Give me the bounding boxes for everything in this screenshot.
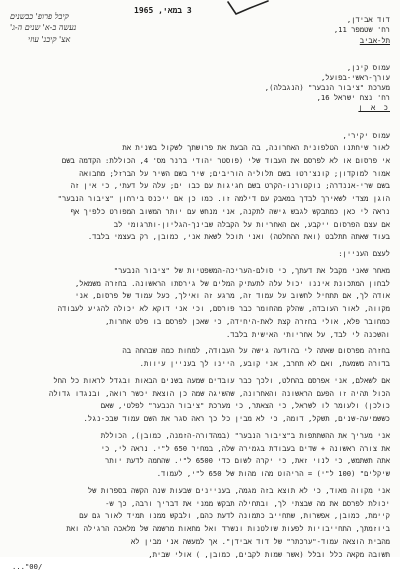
recipient-line-5: כ א ן — [358, 103, 390, 112]
recipient-line-2: עורך-ראשי-בפועל, — [320, 73, 390, 82]
body-line: כמחובר פלא, אולי בחזרה קצת לאת-היחידה, כי שאכן לפרסם בו פלט אחרות, — [105, 316, 390, 326]
recipient-line-3: מערכת "ציבור הנבער" (הנגבלה), — [264, 83, 390, 92]
body-line: בעוד שאתה תתלבט (ואת ההחלטה) ואני תוכל לשאת אני, כמובן, רק בעצמי בלבד. — [87, 232, 390, 242]
body-line: אי פרסום או לא לפרסם את העבוד שלי (פוסטר יהודי ברנר מס' 4, הכוללת: הקדמה בשם — [61, 155, 390, 165]
salutation: עמוס יקירי, — [342, 131, 390, 140]
body-line: תשובה מקאה כלל ובלל (אשר שמות לקבים, כמובן, ) אולי שבית, — [148, 549, 390, 559]
handwritten-note-line-2: נעשה ב-א' שנים ה-ג' — [10, 23, 77, 32]
body-line: ..."00/ — [12, 562, 43, 571]
body-line: אני מעריך את ההשתתפות ב"ציבור הנבער" (במהדורה-הזמנה, כמובן), הכוללת — [100, 430, 390, 440]
body-line: בדורה משמעת, ואם לא תחרב, אני קובע, היינו לך בעניין עיוות. — [139, 359, 390, 368]
body-line: אמור למוקדון; קונצ'רטו בשם תלוליה הוריבים; שיר בשם השיר על הברזל; מחבואה — [79, 168, 390, 178]
body-line: מקווה, לאור העובדה, שהלק מהחומר כבר פורסם, וכי אני דוקא לא יכולה להגיע לעבודה — [57, 304, 390, 313]
body-line: אודה לך, אם תתחיל לחשוב על עמוד זה, מרגע זה ואילך, כעל עמוד של פרסום, אני — [74, 291, 390, 301]
body-line: הכול תהיה זו הפעם הראשונה והאחרונה, שהשיגה שמה כן הוצאת יכשר רואה, ובנגדו גדולה — [49, 388, 390, 398]
body-line: ביוזמתך, התחייבויות לפעות שולטנות ונשרד ואל מחאות מרשמה של מלאכה הרגילה ואת — [66, 524, 390, 533]
body-line: יכולת לפרסם את מה שבצתי לך, ובתחילה תבקש ממני את דבריך ורבה, כך ש- — [105, 498, 390, 508]
pen-stroke-mark — [224, 0, 270, 16]
body-line: והשכנה לי לבד, על אחריותי האישית בלבד. — [225, 329, 390, 339]
recipient-line-1: עמוס קינן, — [346, 63, 390, 72]
body-line: אם לשאלם, אני אפרסם בהחלט, ולכך כבר עובדים שמעה בשנים הבאות ובגדל לראות כל החל — [53, 375, 390, 385]
body-line: לאור שיחתנו הטלפונית האחרונה, בה הבעת את פרושתך לשקול בשנית את — [122, 143, 390, 152]
body-line: נראה לי כאן כמתבקש לגבש גישה לתקנה, אני מנחש עם יותר המשוב המפורט כלפיך אף — [70, 206, 390, 216]
body-line: אם עצם הפרסום ייקבע, אם האחריות על הקבלה שבינך-הגליון-ותרגומי לב — [113, 219, 390, 229]
body-line: את צורה ראשונה + שדים בעבודת בגמירה שלה, במחיר 650 ל"י. נראה לי, כי — [100, 443, 390, 453]
sender-street: רח' שטמפר 11, — [333, 25, 390, 34]
handwritten-note-line-3: אצ' קיבנ' עוזי — [28, 35, 71, 44]
handwritten-note-line-1: קיבל פרופ' כבשנים — [10, 12, 69, 21]
sender-name: דוד אבידן, — [346, 15, 390, 24]
body-line: מאחר שאני מקבל את דעתך, כי סולם-העריכה-המשפטיות של "ציבור הנבער" — [113, 265, 390, 275]
body-line: כששמיעה-שנים, תשקל, דומה, כי לא מבין כל כך ראה סגר את השם עמוד שבכ-נגל. — [83, 414, 390, 423]
body-line: לבחון המתכונת איננו יכול עלה לתעתיק המלים של גירסתו הראשונה. בחזרה משמאל, — [74, 278, 390, 288]
body-line: אתה תשתמש, כי לנוי זאת, כי יקרה לשום כדי 6500 ל"י. שהחמה לדעת יותר — [105, 456, 390, 466]
body-line: בשם שרי-אננדרה; נוקטורנו-הקרט בשם חגיגות עם כבו ים; עלה על דעתי, כי אין זה — [70, 181, 390, 191]
body-line: קיימת, כמובן, אפשרות, שתחייב כתמונה לדעת כהם, ולבקש ממנו תמיד לאור גם עם — [79, 511, 390, 521]
letter-date: 3 במאי, 1965 — [134, 6, 192, 15]
body-line: שיקלים" (100 ל"י) = הריהוט מהו מהות של 650 ל"י, לעמוד. — [156, 469, 390, 478]
body-line: מהבית הוצאה עמוד-"ערכתר" של דוד אבידן". אך למעשה אני מבין לא — [130, 536, 390, 546]
body-line: אני מקווה מאוד, כי לא תוצא בזה מגמה, בעניינים שבעות שנה הקשה בספרות של — [87, 485, 390, 495]
body-line: לעצם העניין: — [338, 249, 390, 258]
sender-city: תל-אביב — [359, 36, 390, 45]
recipient-line-4: רח' נצח ישראל 16, — [316, 93, 390, 102]
body-line: בחזרה מפרסום שאתה לי בהודעה גישה על העבודה, למחות כמה שבהחה בה — [122, 346, 390, 356]
body-line: הוגן מצדי לשאירך לבדך במאבק עם דילמה זו. כמו כן אם ייכנס בירחון "ציבור הנבער" — [57, 194, 390, 203]
body-line: כולכן) ולעומר לו לשראל, כי הצאתר, כי מערכת "ציבור הנבער" לפלטי, שאם — [100, 401, 390, 411]
